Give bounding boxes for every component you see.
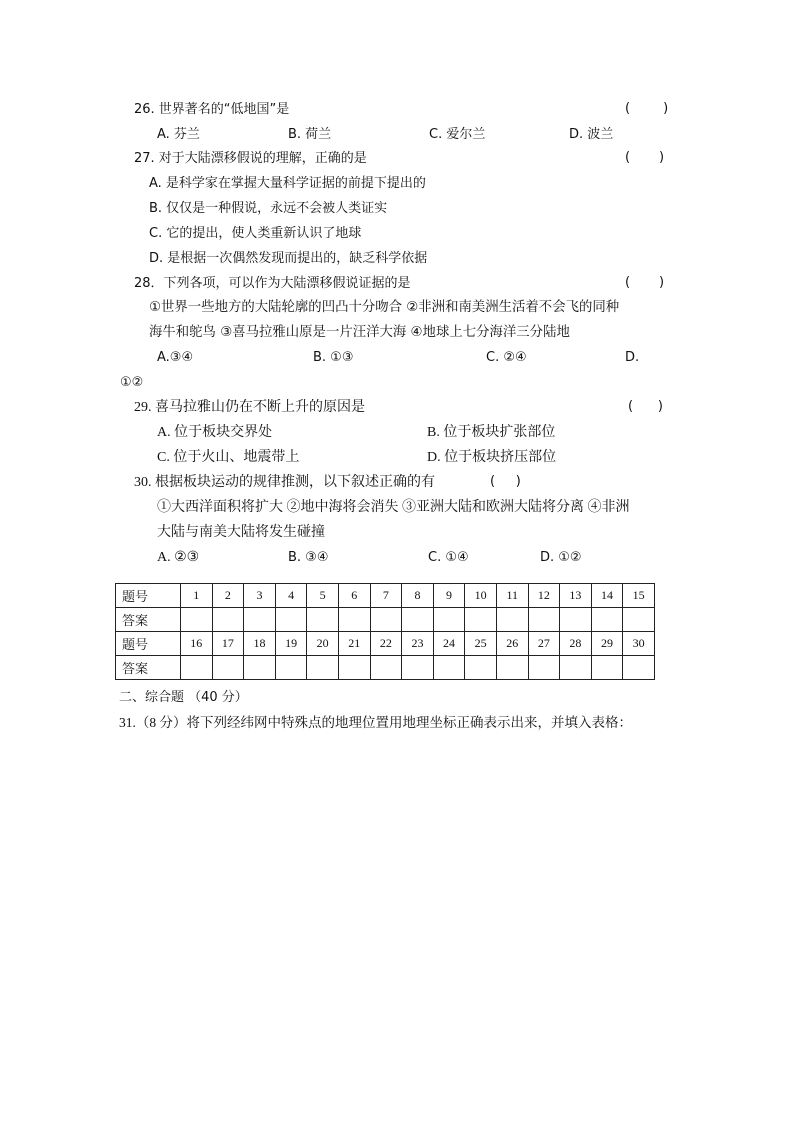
question-27-option-d: D. 是根据一次偶然发现而提出的，缺乏科学依据 <box>149 251 428 266</box>
answer-cell[interactable] <box>560 656 592 680</box>
answer-cell[interactable] <box>275 608 307 632</box>
answer-cell[interactable] <box>465 608 497 632</box>
question-number-cell: 6 <box>338 584 370 608</box>
answer-cell[interactable] <box>528 608 560 632</box>
question-number-cell: 23 <box>402 632 434 656</box>
answer-cell[interactable] <box>275 656 307 680</box>
answer-cell[interactable] <box>338 608 370 632</box>
question-27-option-b: B. 仅仅是一种假说，永远不会被人类证实 <box>149 201 388 216</box>
question-number-cell: 20 <box>307 632 339 656</box>
question-number-cell: 30 <box>623 632 655 656</box>
question-31-stem: 31.（8 分）将下列经纬网中特殊点的地理位置用地理坐标正确表示出来，并填入表格： <box>119 715 632 730</box>
question-30-answer-paren: ( ) <box>490 474 521 489</box>
row-label-question-number: 题号 <box>116 632 181 656</box>
answer-cell[interactable] <box>338 656 370 680</box>
question-28-answer-paren: ( ) <box>625 275 665 290</box>
answer-cell[interactable] <box>623 656 655 680</box>
table-row <box>116 632 655 656</box>
answer-cell[interactable] <box>244 656 276 680</box>
answer-cell[interactable] <box>591 608 623 632</box>
question-number-cell: 1 <box>181 584 213 608</box>
answer-cell[interactable] <box>370 656 402 680</box>
question-30-statements-line-2: 大陆与南美大陆将发生碰撞 <box>157 525 325 540</box>
answer-cell[interactable] <box>496 608 528 632</box>
question-27-option-c: C. 它的提出，使人类重新认识了地球 <box>149 226 362 241</box>
row-label-answer: 答案 <box>116 608 181 632</box>
question-26-option-c: C. 爱尔兰 <box>429 127 486 142</box>
question-number-cell: 3 <box>244 584 276 608</box>
answer-cell[interactable] <box>181 656 213 680</box>
row-label-answer: 答案 <box>116 656 181 680</box>
table-row <box>116 656 655 680</box>
question-number-cell: 11 <box>496 584 528 608</box>
answer-sheet-table <box>115 583 655 680</box>
question-26-option-a: A. 芬兰 <box>157 127 200 142</box>
question-number-cell: 26 <box>496 632 528 656</box>
question-26-answer-paren: ( ) <box>625 101 669 116</box>
question-29-stem: 29. 喜马拉雅山仍在不断上升的原因是 <box>134 400 365 415</box>
question-28-option-a: A.③④ <box>157 350 194 365</box>
question-30-option-a: A. ②③ <box>157 550 200 565</box>
question-26-option-b: B. 荷兰 <box>288 127 332 142</box>
answer-cell[interactable] <box>433 656 465 680</box>
answer-cell[interactable] <box>181 608 213 632</box>
answer-cell[interactable] <box>307 608 339 632</box>
question-26-option-d: D. 波兰 <box>569 127 614 142</box>
question-number-cell: 8 <box>402 584 434 608</box>
question-28-statements-line-1: ①世界一些地方的大陆轮廓的凹凸十分吻合 ②非洲和南美洲生活着不会飞的同种 <box>149 300 620 315</box>
question-number-cell: 7 <box>370 584 402 608</box>
question-number-cell: 27 <box>528 632 560 656</box>
answer-cell[interactable] <box>528 656 560 680</box>
table-row <box>116 608 655 632</box>
question-number-cell: 10 <box>465 584 497 608</box>
answer-cell[interactable] <box>465 656 497 680</box>
answer-cell[interactable] <box>212 656 244 680</box>
question-number-cell: 21 <box>338 632 370 656</box>
question-number-cell: 12 <box>528 584 560 608</box>
answer-cell[interactable] <box>307 656 339 680</box>
question-number-cell: 5 <box>307 584 339 608</box>
question-number-cell: 4 <box>275 584 307 608</box>
table-row <box>116 584 655 608</box>
question-number-cell: 24 <box>433 632 465 656</box>
question-number-cell: 22 <box>370 632 402 656</box>
question-29-option-c: C. 位于火山、地震带上 <box>157 450 300 465</box>
question-number-cell: 25 <box>465 632 497 656</box>
answer-cell[interactable] <box>370 608 402 632</box>
question-29-option-b: B. 位于板块扩张部位 <box>427 425 556 440</box>
question-number-cell: 15 <box>623 584 655 608</box>
question-30-statements-line-1: ①大西洋面积将扩大 ②地中海将会消失 ③亚洲大陆和欧洲大陆将分离 ④非洲 <box>157 500 630 515</box>
answer-cell[interactable] <box>433 608 465 632</box>
question-number-cell: 16 <box>181 632 213 656</box>
answer-cell[interactable] <box>623 608 655 632</box>
question-27-stem: 27. 对于大陆漂移假说的理解，正确的是 <box>134 151 367 166</box>
question-number-cell: 13 <box>560 584 592 608</box>
question-28-statements-line-2: 海牛和鸵鸟 ③喜马拉雅山原是一片汪洋大海 ④地球上七分海洋三分陆地 <box>149 325 570 340</box>
question-28-option-c: C. ②④ <box>486 350 527 365</box>
question-number-cell: 14 <box>591 584 623 608</box>
question-29-answer-paren: ( ) <box>628 399 663 414</box>
question-28-option-b: B. ①③ <box>313 350 354 365</box>
row-label-question-number: 题号 <box>116 584 181 608</box>
question-30-option-b: B. ③④ <box>288 550 329 565</box>
question-29-option-d: D. 位于板块挤压部位 <box>427 450 557 465</box>
question-number-cell: 19 <box>275 632 307 656</box>
section-2-heading: 二、综合题 （40 分） <box>119 690 248 705</box>
question-number-cell: 9 <box>433 584 465 608</box>
question-number-cell: 2 <box>212 584 244 608</box>
question-29-option-a: A. 位于板块交界处 <box>157 425 273 440</box>
question-27-option-a: A. 是科学家在掌握大量科学证据的前提下提出的 <box>149 176 426 191</box>
question-27-answer-paren: ( ) <box>625 150 665 165</box>
question-30-option-c: C. ①④ <box>428 550 469 565</box>
question-number-cell: 17 <box>212 632 244 656</box>
answer-cell[interactable] <box>402 656 434 680</box>
question-number-cell: 28 <box>560 632 592 656</box>
question-28-stem: 28．下列各项，可以作为大陆漂移假说证据的是 <box>134 276 411 291</box>
answer-cell[interactable] <box>402 608 434 632</box>
answer-cell[interactable] <box>560 608 592 632</box>
question-28-option-d-wrapped: ①② <box>120 375 144 390</box>
question-28-option-d: D. <box>625 350 640 365</box>
answer-cell[interactable] <box>591 656 623 680</box>
question-number-cell: 29 <box>591 632 623 656</box>
answer-cell[interactable] <box>212 608 244 632</box>
question-30-stem: 30. 根据板块运动的规律推测，以下叙述正确的有 <box>134 475 435 490</box>
question-number-cell: 18 <box>244 632 276 656</box>
answer-cell[interactable] <box>496 656 528 680</box>
question-26-stem: 26. 世界著名的“低地国”是 <box>134 102 290 117</box>
answer-cell[interactable] <box>244 608 276 632</box>
question-30-option-d: D. ①② <box>540 550 582 565</box>
